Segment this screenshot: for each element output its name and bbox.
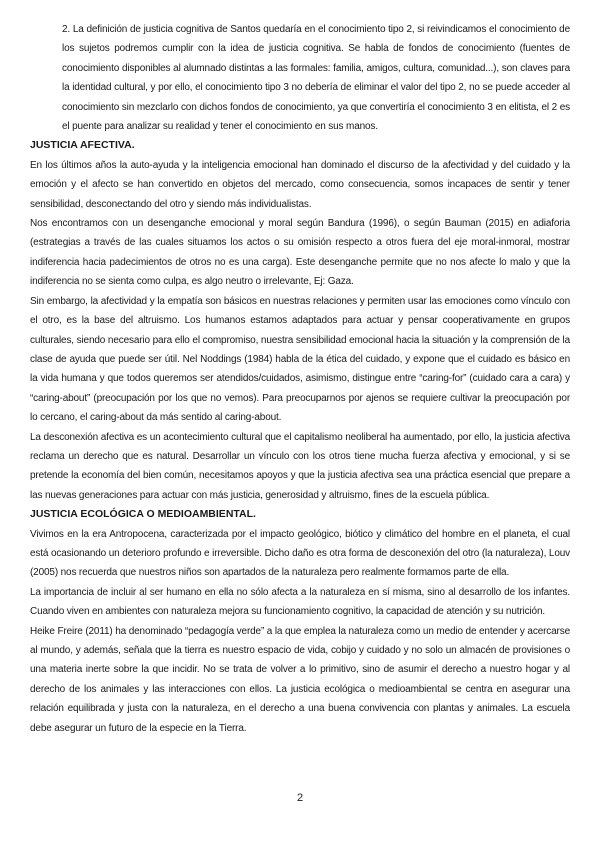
document-body <box>30 20 570 738</box>
paragraph-ecological-2: La importancia de incluir al ser humano en ella no sólo afecta a la naturaleza en sí misma, sino al desarrollo de los infantes. Cuando viven en ambientes con naturaleza mejora su funcionamiento cognitivo, la capacidad de atención y su nutrición. <box>30 586 570 618</box>
heading-affective-justice: JUSTICIA AFECTIVA. <box>30 139 135 152</box>
paragraph-affective-1: En los últimos años la auto-ayuda y la inteligencia emocional han dominado el discurso de la afectividad y del cuidado y la emoción y el afecto se han convertido en objetos del mercado, como consecuencia, somos incapaces de sentir y tener sensibilidad, desconectando del otro y siendo más individualistas. <box>30 159 570 210</box>
paragraph-affective-4: La desconexión afectiva es un acontecimiento cultural que el capitalismo neoliberal ha aumentado, por ello, la justicia afectiva reclama un derecho que es natural. Desarrollar un vínculo con los otros tiene mucha fuerza afectiva y emocional, y si se pretende la economía del bien común, necesitamos apoyos y que la justicia afectiva sea una práctica esencial que prepare a las nuevas generaciones para actuar con más justicia, generosidad y altruismo, fines de la escuela pública. <box>30 431 570 501</box>
paragraph-cognitive-justice-point-2: 2. La definición de justicia cognitiva de Santos quedaría en el conocimiento tipo 2, si reivindicamos el conocimiento de los sujetos podremos cumplir con la idea de justicia cognitiva. Se habla de fondos de conocimiento (fuentes de conocimiento disponibles al alumnado distintas a las formales: familia, amigos, cultura, comunidad...), son claves para la identidad cultural, y por ello, el conocimiento tipo 3 no debería de eliminar el valor del tipo 2, no se puede acceder al conocimiento sin mezclarlo con dichos fondos de conocimiento, ya que convertiría el conocimiento 3 en elitista, el 2 es el puente para analizar su realidad y tener el conocimiento en sus manos. <box>62 24 570 133</box>
paragraph-ecological-3: Heike Freire (2011) ha denominado “pedagogía verde” a la que emplea la naturaleza como un medio de entender y acercarse al mundo, y además, señala que la tierra es nuestro espacio de vida, cobijo y cuidado y no solo un almacén de provisiones o una materia inerte sobre la que incidir. No se trata de volver a lo primitivo, sino de asumir el derecho a nuestro hogar y al derecho de los animales y las interacciones con ellos. La justicia ecológica o medioambiental se centra en asegurar una relación equilibrada y justa con la naturaleza, en el derecho a una buena convivencia con plantas y animales. La escuela debe asegurar un futuro de la especie en la Tierra. <box>30 625 570 734</box>
page-number: 2 <box>296 792 304 804</box>
paragraph-affective-3: Sin embargo, la afectividad y la empatía son básicos en nuestras relaciones y permiten usar las emociones como vínculo con el otro, es la base del altruismo. Los humanos estamos adaptados para actuar y pensar cooperativamente en grupos culturales, siendo necesario para ello el compromiso, nuestra sensibilidad emocional hacia la situación y la comprensión de la clase de ayuda que puede ser útil. Nel Noddings (1984) habla de la ética del cuidado, y expone que el cuidado es básico en la vida humana y que todos queremos ser atendidos/cuidados, asimismo, distingue entre “caring-for” (cuidado cara a cara) y “caring-about” (preocupación por los que no vemos). Para preocuparnos por ajenos se requiere cultivar la preocupación por lo cercano, el caring-about da más sentido al caring-about. <box>30 295 570 424</box>
heading-ecological-justice: JUSTICIA ECOLÓGICA O MEDIOAMBIENTAL. <box>30 508 256 521</box>
paragraph-affective-2: Nos encontramos con un desenganche emocional y moral según Bandura (1996), o según Bauman (2015) en adiaforia (estrategias a través de las cuales situamos los actos o su omisión respecto a otros fuera del eje moral-inmoral, mostrar indiferencia hacia padecimientos de otros no es una carga). Este desenganche permite que no nos afecte lo malo y que la indiferencia no se sienta como culpa, es algo neutro o irrelevante, Ej: Gaza. <box>30 218 570 288</box>
paragraph-ecological-1: Vivimos en la era Antropocena, caracterizada por el impacto geológico, biótico y climático del hombre en el planeta, el cual está ocasionando un deterioro profundo e irreversible. Dicho daño es otra forma de desconexión del otro (la naturaleza), Louv (2005) nos recuerda que nuestros niños son apartados de la naturaleza pero realmente formamos parte de ella. <box>30 528 570 579</box>
